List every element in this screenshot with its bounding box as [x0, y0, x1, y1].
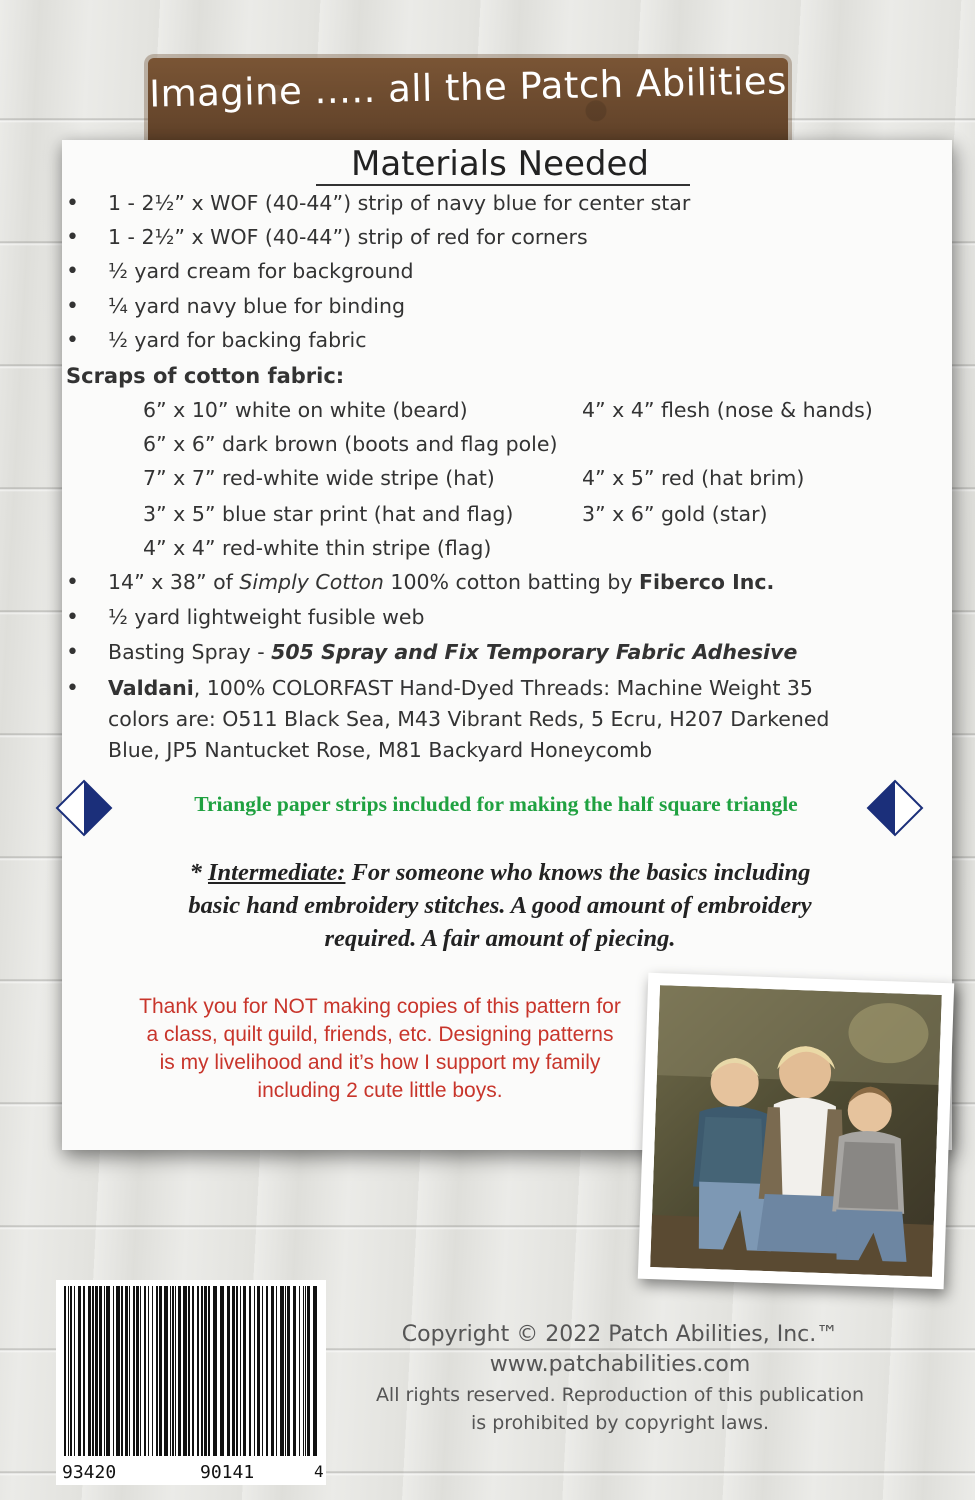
barcode-bar: [78, 1286, 81, 1456]
barcode-bar: [208, 1286, 210, 1456]
scrap-item: 4” x 5” red (hat brim): [582, 466, 805, 490]
half-square-triangle-icon: [866, 779, 924, 837]
barcode-bar: [64, 1286, 66, 1456]
scrap-item: 6” x 10” white on white (beard): [143, 398, 468, 422]
barcode-bar: [116, 1286, 120, 1456]
barcode-bar: [133, 1286, 135, 1456]
barcode-left-digits: 93420: [62, 1462, 117, 1483]
barcode-bar: [213, 1286, 217, 1456]
barcode-bar: [285, 1286, 286, 1456]
scrap-item: 4” x 4” red-white thin stripe (flag): [143, 536, 492, 560]
barcode-bar: [271, 1286, 274, 1456]
barcode-bar: [303, 1286, 304, 1456]
barcode-bar: [83, 1286, 85, 1456]
list-item: • 1 - 2½” x WOF (40-44”) strip of red for corners: [66, 225, 588, 250]
barcode-bar: [113, 1286, 114, 1456]
barcode-bar: [262, 1286, 263, 1456]
scrap-item: 3” x 6” gold (star): [582, 502, 768, 526]
scrap-item: 7” x 7” red-white wide stripe (hat): [143, 466, 495, 490]
barcode-bar: [266, 1286, 268, 1456]
family-photo: [650, 985, 942, 1277]
scraps-heading: Scraps of cotton fabric:: [66, 364, 345, 388]
list-item-fusible: • ½ yard lightweight fusible web: [66, 605, 425, 630]
barcode-bar: [92, 1286, 94, 1456]
barcode-bar: [129, 1286, 130, 1456]
barcode-bar: [232, 1286, 235, 1456]
skill-level-note: * Intermediate: For someone who knows the basics including basic hand embroidery stitches. A good amount of embroidery required. A fair amount of piecing.: [188, 859, 812, 952]
copyright-block: [330, 1320, 910, 1436]
barcode-bar: [152, 1286, 153, 1456]
barcode-bar: [104, 1286, 105, 1456]
barcode-check-digit: 4: [314, 1462, 324, 1481]
barcode-bar: [192, 1286, 194, 1456]
copyright-line: Copyright © 2022 Patch Abilities, Inc.™: [401, 1322, 839, 1347]
barcode-bar: [201, 1286, 203, 1456]
barcode-bar: [106, 1286, 110, 1456]
barcode-bar: [257, 1286, 260, 1456]
title-banner-text: Imagine ..... all the Patch Abilities: [148, 59, 788, 116]
barcode-bar: [70, 1286, 72, 1456]
barcode-bar: [293, 1286, 296, 1456]
barcode-bar: [99, 1286, 102, 1456]
barcode-bar: [68, 1286, 69, 1456]
scrap-item: 3” x 5” blue star print (hat and flag): [143, 502, 514, 526]
list-item: • ¼ yard navy blue for binding: [66, 294, 405, 319]
materials-title: Materials Needed: [351, 144, 649, 184]
barcode-bar: [121, 1286, 123, 1456]
triangle-paper-note: Triangle paper strips included for making the half square triangle: [194, 792, 798, 816]
barcode-bar: [197, 1286, 199, 1456]
barcode-bar: [178, 1286, 181, 1456]
copy-request-note: Thank you for NOT making copies of this pattern for a class, quilt guild, friends, etc. Designing patterns is my livelihood and it’s how I support my family including 2 cute little boys.: [139, 995, 621, 1102]
barcode-bar: [159, 1286, 162, 1456]
barcode-bar: [313, 1286, 317, 1456]
barcode-bar: [188, 1286, 190, 1456]
barcode-bar: [156, 1286, 158, 1456]
barcode-bar: [170, 1286, 171, 1456]
barcode-bar: [243, 1286, 246, 1456]
barcode-bar: [280, 1286, 284, 1456]
barcode-bar: [227, 1286, 230, 1456]
barcode-bar: [204, 1286, 207, 1456]
list-item: • ½ yard cream for background: [66, 259, 414, 284]
barcode-bar: [140, 1286, 141, 1456]
barcode-bar: [305, 1286, 306, 1456]
barcode-bar: [164, 1286, 168, 1456]
website-link[interactable]: www.patchabilities.com: [489, 1352, 751, 1377]
rights-line: All rights reserved. Reproduction of this publication: [375, 1384, 865, 1406]
barcode-bar: [287, 1286, 290, 1456]
family-photo-frame: [638, 973, 954, 1289]
barcode: [56, 1280, 326, 1485]
barcode-bar: [254, 1286, 255, 1456]
scrap-item: 6” x 6” dark brown (boots and flag pole): [143, 432, 558, 456]
barcode-bar: [144, 1286, 146, 1456]
barcode-bar: [299, 1286, 300, 1456]
barcode-bar: [183, 1286, 187, 1456]
barcode-bar: [136, 1286, 139, 1456]
barcode-bar: [74, 1286, 75, 1456]
barcode-bar: [236, 1286, 238, 1456]
list-item-threads: • Valdani, 100% COLORFAST Hand-Dyed Threads: Machine Weight 35: [66, 676, 813, 701]
barcode-bars: [56, 1280, 326, 1485]
list-item-batting: • 14” x 38” of Simply Cotton 100% cotton batting by Fiberco Inc.: [66, 570, 775, 595]
title-underline: [316, 184, 690, 186]
barcode-bar: [240, 1286, 241, 1456]
barcode-bar: [148, 1286, 149, 1456]
barcode-bar: [95, 1286, 98, 1456]
barcode-right-digits: 90141: [200, 1462, 255, 1483]
barcode-bar: [88, 1286, 91, 1456]
list-item: • 1 - 2½” x WOF (40-44”) strip of navy blue for center star: [66, 191, 691, 216]
list-item-basting: • Basting Spray - 505 Spray and Fix Temporary Fabric Adhesive: [66, 640, 798, 665]
barcode-bar: [175, 1286, 176, 1456]
list-item: • ½ yard for backing fabric: [66, 328, 367, 353]
threads-continuation: colors are: O511 Black Sea, M43 Vibrant Reds, 5 Ecru, H207 Darkened Blue, JP5 Nantucket Rose, M81 Backyard Honeycomb: [108, 707, 830, 762]
barcode-bar: [249, 1286, 251, 1456]
barcode-bar: [172, 1286, 174, 1456]
barcode-bar: [276, 1286, 277, 1456]
scrap-item: 4” x 4” flesh (nose & hands): [582, 398, 873, 422]
barcode-bar: [125, 1286, 128, 1456]
barcode-bar: [307, 1286, 310, 1456]
barcode-bar: [220, 1286, 224, 1456]
rights-line: is prohibited by copyright laws.: [471, 1412, 769, 1434]
